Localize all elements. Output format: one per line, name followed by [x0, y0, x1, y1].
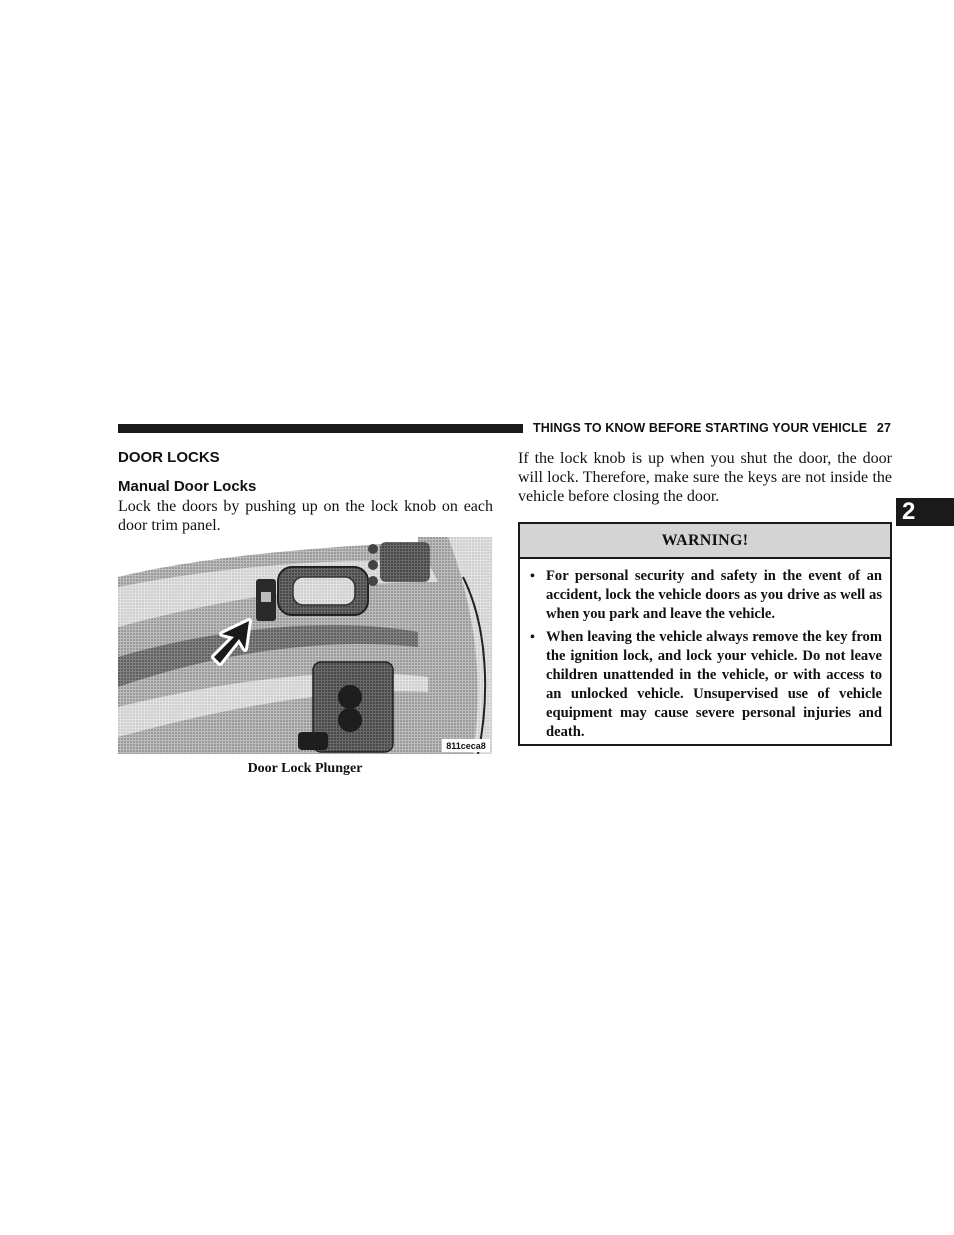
warning-list: [520, 559, 890, 742]
warning-item-text: When leaving the vehicle always remove the key from the ignition lock, and lock your vehicle. Do not leave children unattended in the vehicle, or with access to an unlocked vehicle. Unsupervised use of vehicle equipment may cause severe personal injuries and death.: [546, 629, 882, 740]
right-column: [518, 449, 892, 506]
page-number: 27: [876, 421, 891, 435]
section-title: DOOR LOCKS: [118, 449, 220, 466]
subsection-title: Manual Door Locks: [118, 478, 257, 495]
bullet-icon: •: [530, 630, 535, 645]
bullet-icon: •: [530, 569, 535, 584]
running-header: [533, 420, 891, 436]
body-paragraph-right: If the lock knob is up when you shut the door, the door will lock. Therefore, make sure the keys are not inside the vehicle before closing the door.: [518, 450, 892, 505]
warning-item: [528, 567, 882, 624]
warning-title: WARNING!: [520, 524, 890, 559]
warning-item: [528, 628, 882, 742]
chapter-tab: [896, 498, 954, 526]
warning-box: [518, 522, 892, 746]
figure-caption: Door Lock Plunger: [247, 761, 363, 776]
door-panel-illustration: [118, 537, 492, 754]
figure-code: 811ceca8: [446, 741, 486, 751]
header-rule: [118, 424, 523, 433]
warning-item-text: For personal security and safety in the event of an accident, lock the vehicle doors as you drive as well as when you park and leave the vehicle.: [546, 568, 882, 622]
header-section-title: THINGS TO KNOW BEFORE STARTING YOUR VEHICLE: [533, 421, 868, 435]
body-paragraph: Lock the doors by pushing up on the lock knob on each door trim panel.: [118, 498, 493, 534]
chapter-number: 2: [902, 498, 916, 525]
left-column: [118, 448, 493, 535]
